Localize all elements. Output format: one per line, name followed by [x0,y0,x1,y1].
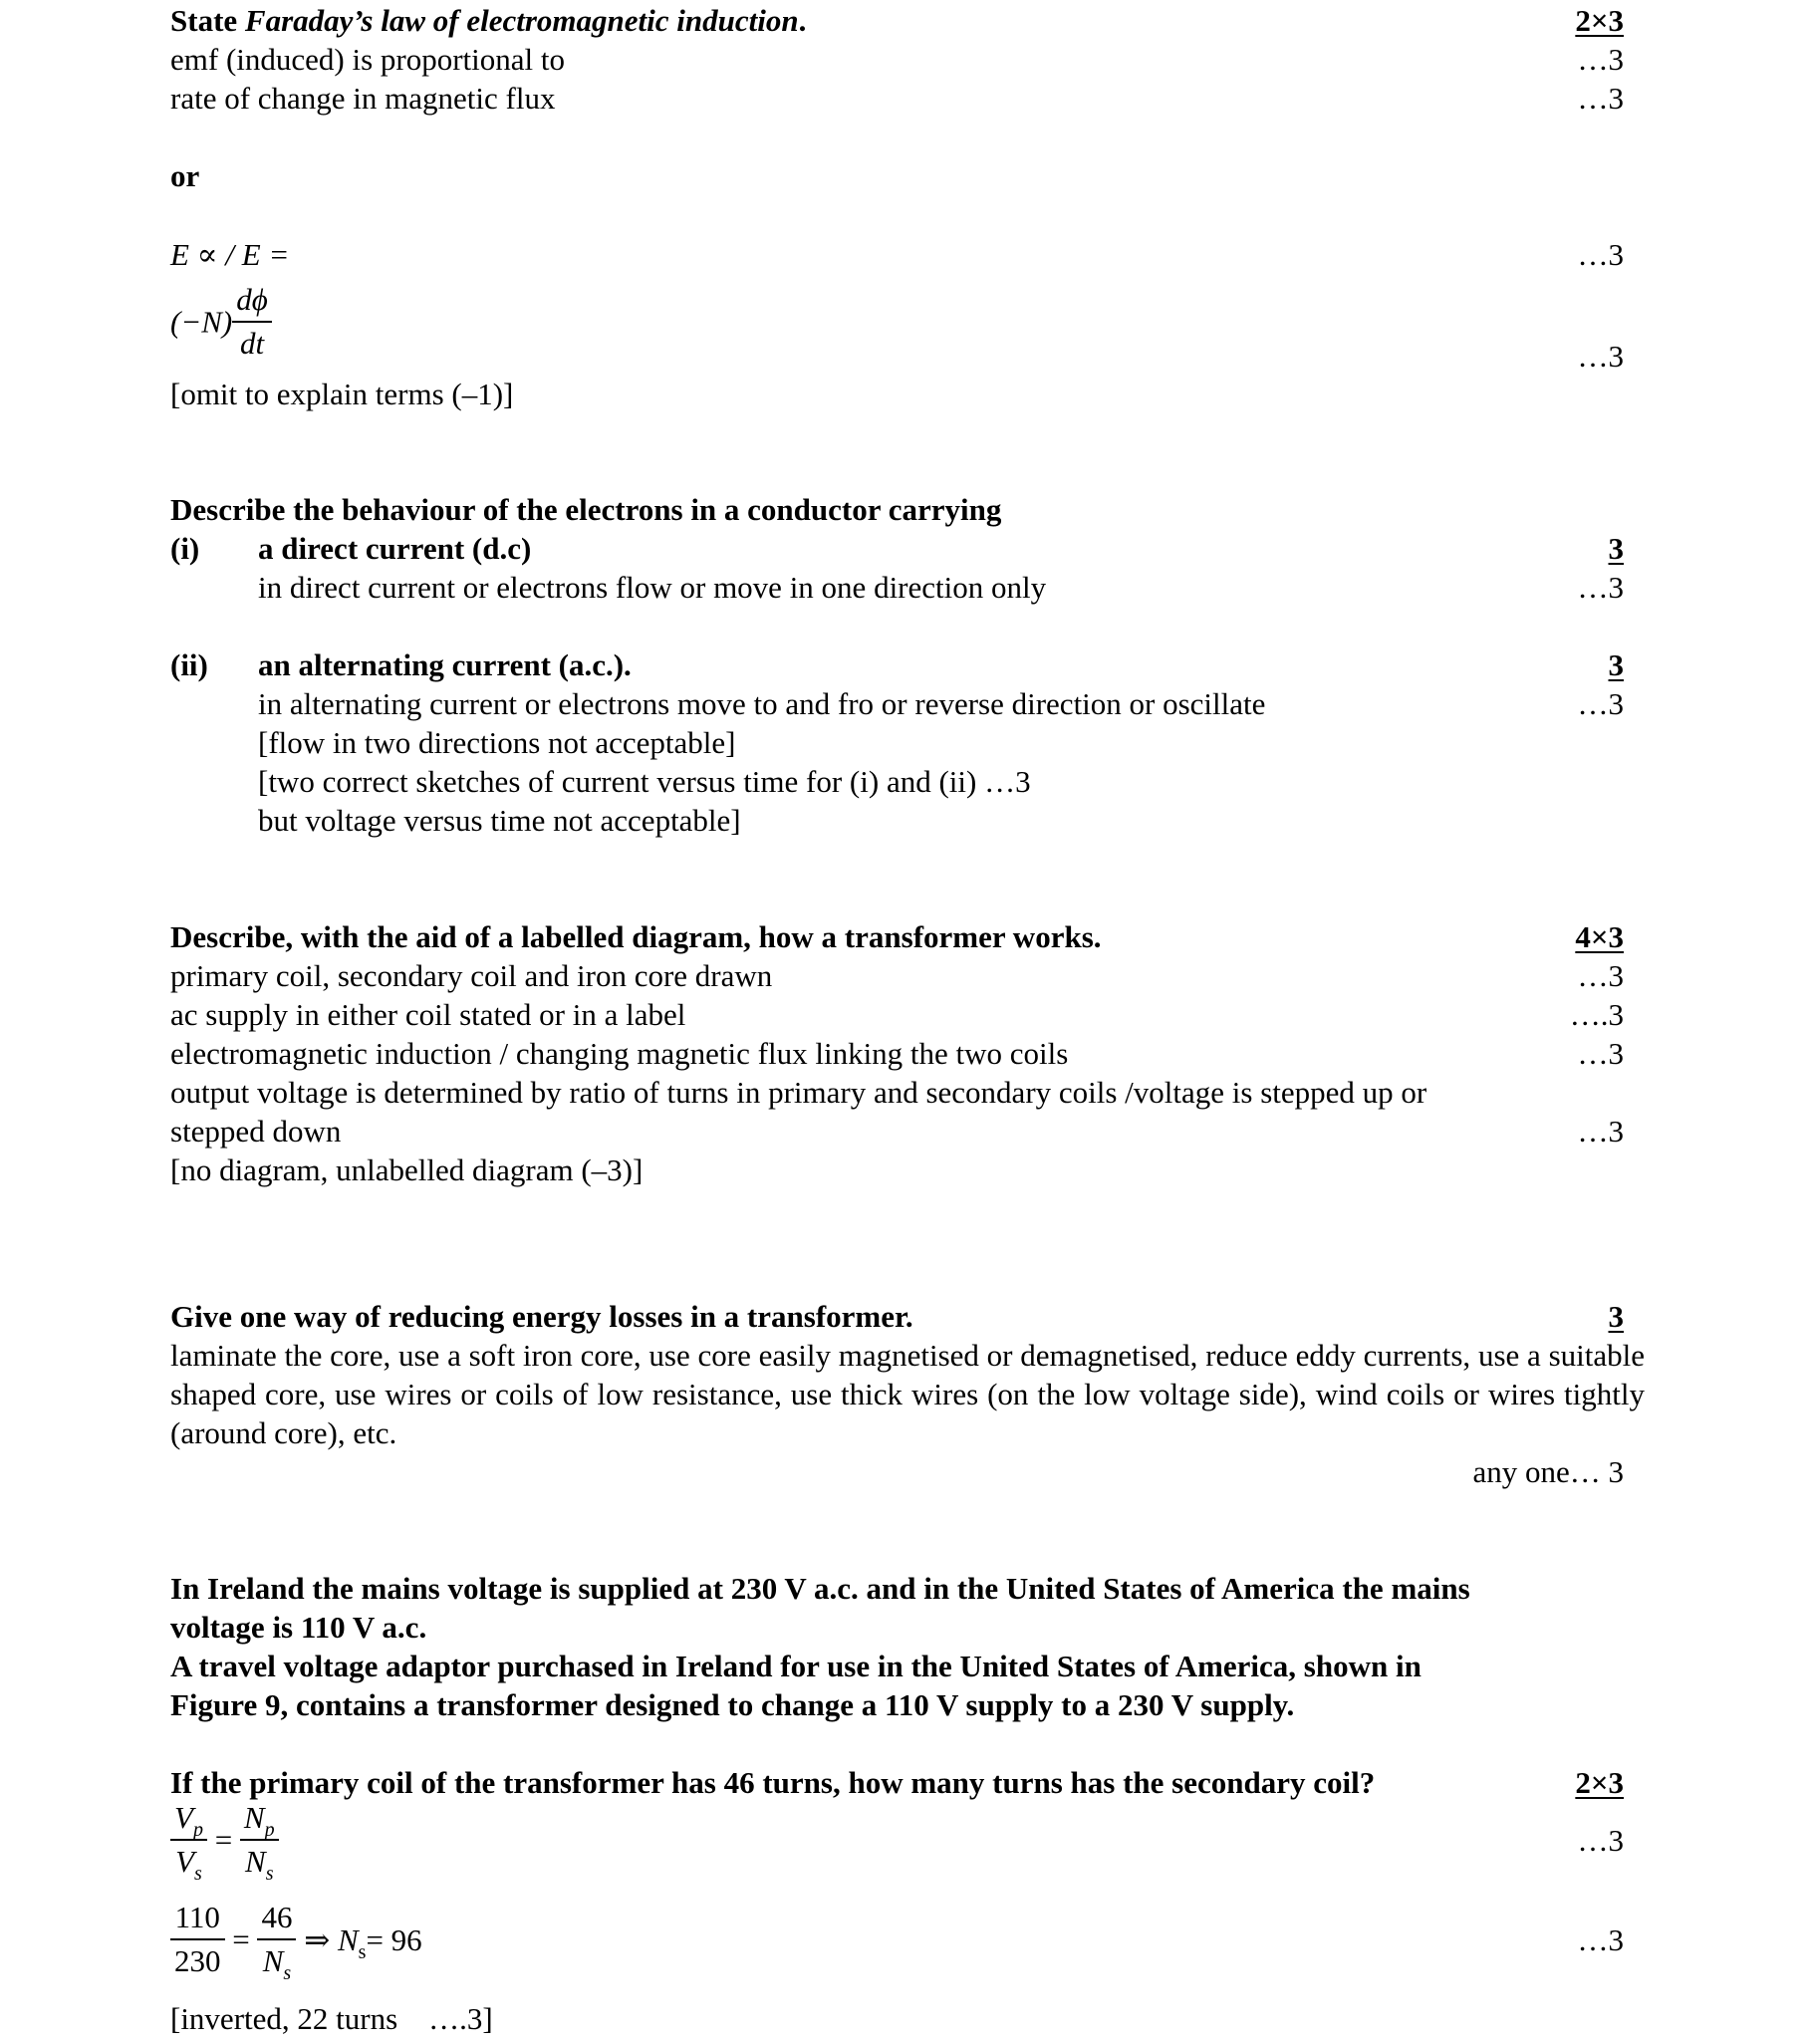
q2-part-i-heading: a direct current (d.c) [258,531,532,566]
q1-formula-numerator: dϕ [232,279,272,323]
q5-eq2-lhs [170,1897,225,1982]
q4-prompt: Give one way of reducing energy losses in a transformer. [170,1299,913,1334]
q2-part-i-mark: …3 [1577,570,1624,605]
q5-eq1-rhs-den: N [245,1844,266,1879]
q2-part-i-marks [1494,529,1624,568]
q1-line-1: emf (induced) is proportional to [170,42,566,77]
q5-eq1-rhs-den-sub: s [265,1863,274,1885]
q3-marks [1494,917,1624,956]
q2-part-ii-note-3: but voltage versus time not acceptable] [258,803,741,838]
q1-prompt [170,1,806,40]
q5-eq1-mark: …3 [1577,1823,1624,1858]
q1-formula-mark1: …3 [1577,237,1624,272]
q1-marks [1494,1,1624,40]
q5-eq2-lhs-den: 230 [174,1943,221,1978]
q1-formula-fraction [232,279,272,365]
q4-answer: laminate the core, use a soft iron core, use core easily magnetised or demagnetised, reduce eddy currents, use a suitable shaped core, use wires or coils of low resistance, use thick wires (on the low voltage side), wind coils or wires tightly (around core), etc. [170,1338,1645,1450]
q5-eq2-rhs-den-sub: s [283,1962,292,1984]
q1-formula-line1: E ∝ / E = [170,237,290,272]
q2-part-ii-label: (ii) [170,647,208,682]
q5-eq2-rhs-den: N [262,1943,284,1978]
q5-context-2: voltage is 110 V a.c. [170,1610,427,1645]
q5-eq1-lhs-num-sub: p [192,1819,203,1841]
q1-marks-value: 2×3 [1575,3,1624,38]
q5-eq1-lhs-num: V [174,1800,193,1835]
q3-line-5: stepped down [170,1114,342,1149]
q2-part-i-answer: in direct current or electrons flow or move in one direction only [258,570,1047,605]
q5-eq2-rhs-num: 46 [257,1897,296,1940]
q5-eq2-result-value: = 96 [366,1921,422,1957]
q1-line-1-mark: …3 [1577,42,1624,77]
q5-eq2-result [304,1921,422,1963]
q1-prompt-prefix: State [170,3,245,38]
q5-eq2-result-var: N [337,1921,359,1957]
q5-eq1-lhs [170,1797,207,1883]
q3-note: [no diagram, unlabelled diagram (–3)] [170,1152,644,1187]
q1-formula-mark2: …3 [1577,339,1624,374]
q5-eq1-lhs-den-sub: s [194,1863,202,1885]
q2-part-i-label: (i) [170,531,200,566]
q2-part-ii-note-2: [two correct sketches of current versus time for (i) and (ii) …3 [258,764,1031,799]
q5-prompt: If the primary coil of the transformer has 46 turns, how many turns has the secondary coil? [170,1765,1376,1800]
q5-equation-1 [170,1797,279,1883]
q1-prompt-suffix: . [798,3,807,38]
q3-line-2-mark: ….3 [1569,997,1624,1032]
q5-eq1-rhs-num-sub: p [264,1819,275,1841]
q2-prompt: Describe the behaviour of the electrons in a conductor carrying [170,492,1002,527]
q5-eq1-rhs-num: N [243,1800,265,1835]
q5-eq1-lhs-den: V [175,1844,195,1879]
q1-line-2-mark: …3 [1577,81,1624,116]
q5-eq1-equals: = [214,1822,233,1858]
q2-part-ii-mark: …3 [1577,686,1624,721]
q5-note: [inverted, 22 turns ….3] [170,2001,493,2036]
q4-marks [1494,1297,1624,1336]
q3-line-5-mark: …3 [1577,1114,1624,1149]
q1-or-label: or [170,158,200,193]
q2-part-ii-marks [1494,645,1624,684]
q5-eq2-rhs [257,1897,296,1982]
q5-eq2-lhs-num: 110 [170,1897,225,1940]
q5-eq1-rhs [240,1797,279,1883]
q5-eq2-result-sub: s [358,1940,367,1963]
q3-line-3: electromagnetic induction / changing magnetic flux linking the two coils [170,1036,1069,1071]
q5-equation-2 [170,1897,422,1982]
q5-context-3: A travel voltage adaptor purchased in Ireland for use in the United States of America, shown in [170,1649,1422,1683]
q1-formula [170,279,272,365]
q4-mark: any one… 3 [1472,1454,1624,1489]
q5-eq2-mark: …3 [1577,1922,1624,1957]
q3-line-3-mark: …3 [1577,1036,1624,1071]
implies-arrow-icon: ⇒ [304,1921,331,1957]
q5-context-4: Figure 9, contains a transformer designed to change a 110 V supply to a 230 V supply. [170,1687,1295,1722]
q2-part-ii-note-1: [flow in two directions not acceptable] [258,725,736,760]
q2-part-ii-marks-value: 3 [1608,647,1624,682]
q1-note: [omit to explain terms (–1)] [170,377,514,411]
q3-prompt: Describe, with the aid of a labelled diagram, how a transformer works. [170,919,1102,954]
q3-line-4: output voltage is determined by ratio of turns in primary and secondary coils /voltage is stepped up or [170,1075,1427,1110]
q1-prompt-italic: Faraday’s law of electromagnetic induction [244,3,799,38]
q5-marks-value: 2×3 [1575,1765,1624,1800]
q2-part-ii-heading: an alternating current (a.c.). [258,647,632,682]
q1-formula-denominator: dt [239,326,265,361]
q3-marks-value: 4×3 [1575,919,1624,954]
q4-marks-value: 3 [1608,1299,1624,1334]
q3-line-1: primary coil, secondary coil and iron core drawn [170,958,773,993]
q3-line-1-mark: …3 [1577,958,1624,993]
q5-context-1: In Ireland the mains voltage is supplied at 230 V a.c. and in the United States of America the mains [170,1571,1470,1606]
q1-formula-prefix: (−N) [170,304,233,340]
q5-eq2-equals: = [232,1921,250,1957]
q5-marks [1494,1763,1624,1802]
q2-part-i-marks-value: 3 [1608,531,1624,566]
q2-part-ii-answer: in alternating current or electrons move to and fro or reverse direction or oscillate [258,686,1266,721]
q1-line-2: rate of change in magnetic flux [170,81,556,116]
q3-line-2: ac supply in either coil stated or in a label [170,997,686,1032]
